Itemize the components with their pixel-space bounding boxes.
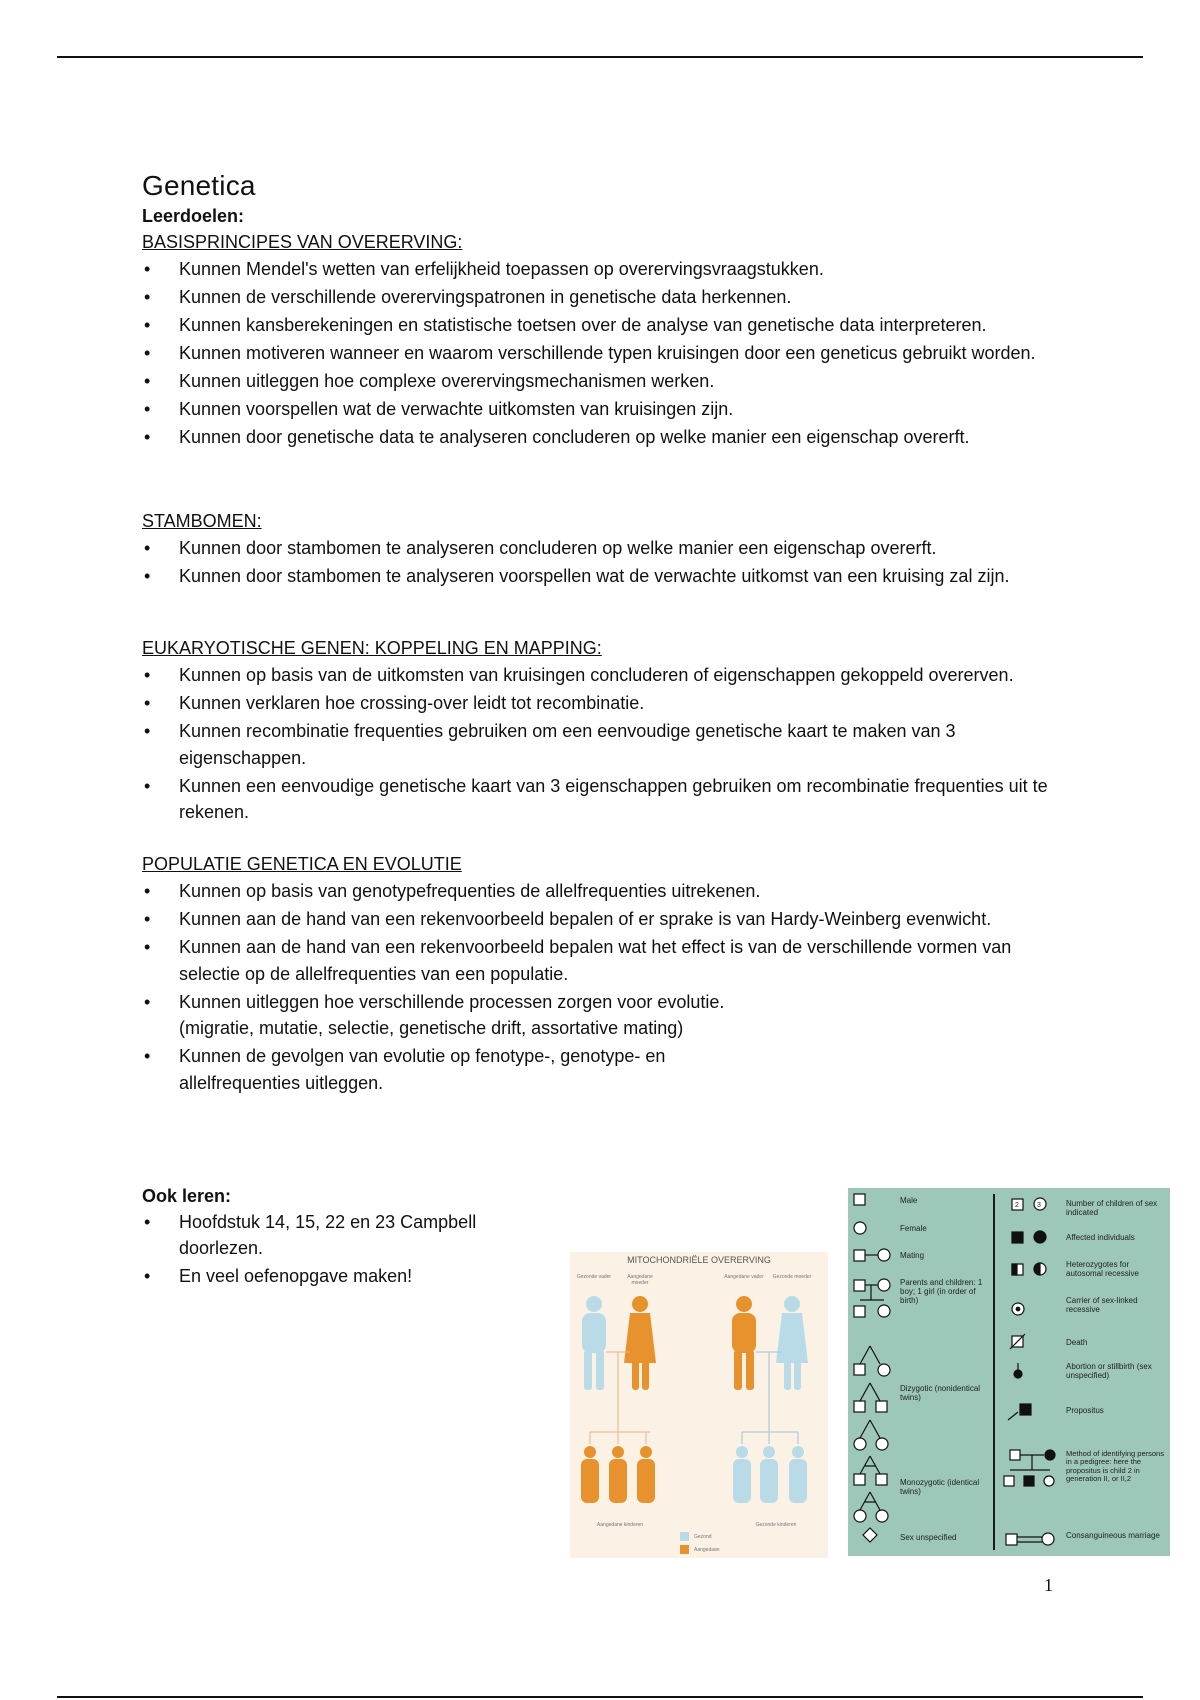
label-male: Male [900, 1196, 918, 1205]
label-carrier: Carrier of sex-linked recessive [1066, 1296, 1138, 1314]
label-affected-father: Aangedane vader [724, 1274, 764, 1280]
consanguineous-symbol-male [1006, 1534, 1017, 1545]
parents-symbol-male [854, 1280, 865, 1291]
label-affected-children: Aangedane kinderen [596, 1522, 644, 1528]
abortion-symbol [1014, 1370, 1022, 1378]
list-item-line: En veel oefenopgave maken! [179, 1266, 413, 1286]
list-item: • Kunnen recombinatie frequenties gebruiken om een eenvoudige genetische kaart te maken van 3 eigenschappen. [142, 718, 1062, 771]
list-item: • Kunnen door stambomen te analyseren voorspellen wat de verwachte uitkomst van een kruising zal zijn. [142, 563, 1062, 590]
label-monozygotic: Monozygotic (identical twins) [900, 1478, 980, 1496]
healthy-father-figure [582, 1296, 606, 1390]
label-healthy-children: Gezonde kinderen [755, 1522, 797, 1528]
propositus-symbol [1020, 1404, 1031, 1415]
legend-swatch-affected [680, 1545, 689, 1554]
affected-male-symbol [1012, 1232, 1023, 1243]
legend-affected: Aangedaan [694, 1547, 720, 1553]
label-mating: Mating [900, 1251, 925, 1260]
label-parents-children: Parents and children: 1 boy; 1 girl (in order of birth) [900, 1278, 983, 1305]
healthy-mother-figure [776, 1296, 808, 1390]
list-item: • Kunnen aan de hand van een rekenvoorbeeld bepalen wat het effect is van de verschillende vormen van selectie op de allelfrequenties van een populatie. [142, 934, 1062, 987]
list-item: • Kunnen Mendel's wetten van erfelijkheid toepassen op overervingsvraagstukken. [142, 256, 1062, 283]
legend-swatch-healthy [680, 1532, 689, 1541]
learning-goals-label: Leerdoelen: [142, 206, 245, 226]
list-item: • Kunnen motiveren wanneer en waarom verschillende typen kruisingen door een geneticus gebruikt worden. [142, 340, 1062, 367]
label-consanguineous: Consanguineous marriage [1066, 1531, 1160, 1540]
list-item: • Kunnen op basis van de uitkomsten van kruisingen concluderen of eigenschappen gekoppeld overerven. [142, 662, 1062, 689]
label-healthy-father: Gezonde vader [576, 1274, 612, 1280]
label-number-of-children: Number of children of sex indicated [1066, 1199, 1158, 1217]
list-item: • Kunnen uitleggen hoe complexe overervingsmechanismen werken. [142, 368, 1062, 395]
list-item-line: Kunnen de gevolgen van evolutie op fenotype-, genotype- en [179, 1046, 666, 1066]
label-affected-mother: Aangedane moeder [627, 1274, 653, 1286]
figure-mitochondrial-inheritance [570, 1252, 828, 1558]
list-basisprincipes [142, 256, 1062, 451]
section-heading-basisprincipes: BASISPRINCIPES VAN OVERERVING: [142, 232, 463, 252]
list-item: • Kunnen aan de hand van een rekenvoorbeeld bepalen of er sprake is van Hardy-Weinberg evenwicht. [142, 906, 1062, 933]
list-item: • Kunnen kansberekeningen en statistische toetsen over de analyse van genetische data interpreteren. [142, 312, 1062, 339]
female-symbol [854, 1222, 866, 1234]
list-item-line: doorlezen. [179, 1238, 264, 1258]
legend-healthy: Gezond [694, 1534, 712, 1540]
list-item-line: Kunnen uitleggen hoe verschillende processen zorgen voor evolutie. [179, 991, 725, 1012]
dizygotic-symbol [860, 1346, 880, 1364]
list-stambomen [142, 535, 1062, 590]
mating-symbol-male [854, 1250, 865, 1261]
label-sex-unspecified: Sex unspecified [900, 1533, 957, 1542]
count-glyph-2: 2 [1015, 1202, 1019, 1209]
section-heading-populatie: POPULATIE GENETICA EN EVOLUTIE [142, 854, 462, 874]
sex-unspecified-symbol [863, 1528, 877, 1542]
section-heading-stambomen: STAMBOMEN: [142, 511, 262, 531]
page-title: Genetica [142, 170, 256, 201]
list-item [142, 989, 1062, 1042]
list-item: • Kunnen de verschillende overervingspatronen in genetische data herkennen. [142, 284, 1062, 311]
label-abortion: Abortion or stillbirth (sex unspecified) [1066, 1362, 1152, 1380]
section-heading-koppeling: EUKARYOTISCHE GENEN: KOPPELING EN MAPPING: [142, 638, 602, 658]
label-female: Female [900, 1224, 927, 1233]
figure-mito-title: MITOCHONDRIËLE OVERERVING [627, 1255, 771, 1265]
list-item [142, 1043, 1062, 1096]
label-affected-individuals: Affected individuals [1066, 1233, 1135, 1242]
list-item: • Kunnen door stambomen te analyseren concluderen op welke manier een eigenschap overerft. [142, 535, 1062, 562]
label-propositus: Propositus [1066, 1406, 1104, 1415]
list-item: • Kunnen een eenvoudige genetische kaart van 3 eigenschappen gebruiken om recombinatie frequenties uit te rekenen. [142, 773, 1062, 826]
healthy-children-figures [733, 1446, 807, 1503]
affected-mother-figure [624, 1296, 656, 1390]
list-item: • Kunnen voorspellen wat de verwachte uitkomsten van kruisingen zijn. [142, 396, 1062, 423]
page-number: 1 [1044, 1575, 1053, 1595]
list-item-line: (migratie, mutatie, selectie, genetische drift, assortative mating) [179, 1018, 684, 1038]
list-item: • Kunnen door genetische data te analyseren concluderen op welke manier een eigenschap overerft. [142, 424, 1062, 451]
male-symbol [854, 1194, 865, 1205]
list-koppeling [142, 662, 1062, 826]
footer-rule [57, 1696, 1143, 1698]
also-learn-heading: Ook leren: [142, 1185, 232, 1206]
list-item: • Kunnen verklaren hoe crossing-over leidt tot recombinatie. [142, 690, 1062, 717]
list-item: • Kunnen op basis van genotypefrequenties de allelfrequenties uitrekenen. [142, 878, 1062, 905]
count-glyph-3: 3 [1037, 1202, 1041, 1209]
label-death: Death [1066, 1338, 1088, 1347]
header-rule [57, 56, 1143, 58]
label-heterozygotes: Heterozygotes for autosomal recessive [1066, 1260, 1139, 1278]
affected-children-figures [581, 1446, 655, 1503]
document-body [142, 170, 1062, 1291]
list-item-line: allelfrequenties uitleggen. [179, 1072, 384, 1093]
label-healthy-mother: Gezonde moeder [772, 1274, 812, 1280]
identify-persons-symbol [1004, 1450, 1055, 1486]
label-identifying-persons: Method of identifying persons in a pedigree: here the propositus is child 2 in generation II, or II,2 [1066, 1449, 1164, 1484]
list-item-line: Hoofdstuk 14, 15, 22 en 23 Campbell [179, 1211, 477, 1232]
mito-people-drawing [570, 1252, 828, 1558]
list-populatie [142, 878, 1062, 1096]
monozygotic-symbol [860, 1456, 880, 1474]
affected-father-figure [732, 1296, 756, 1390]
affected-female-symbol [1034, 1231, 1046, 1243]
figure-pedigree-symbols [848, 1188, 1170, 1556]
label-dizygotic: Dizygotic (nonidentical twins) [900, 1384, 981, 1402]
